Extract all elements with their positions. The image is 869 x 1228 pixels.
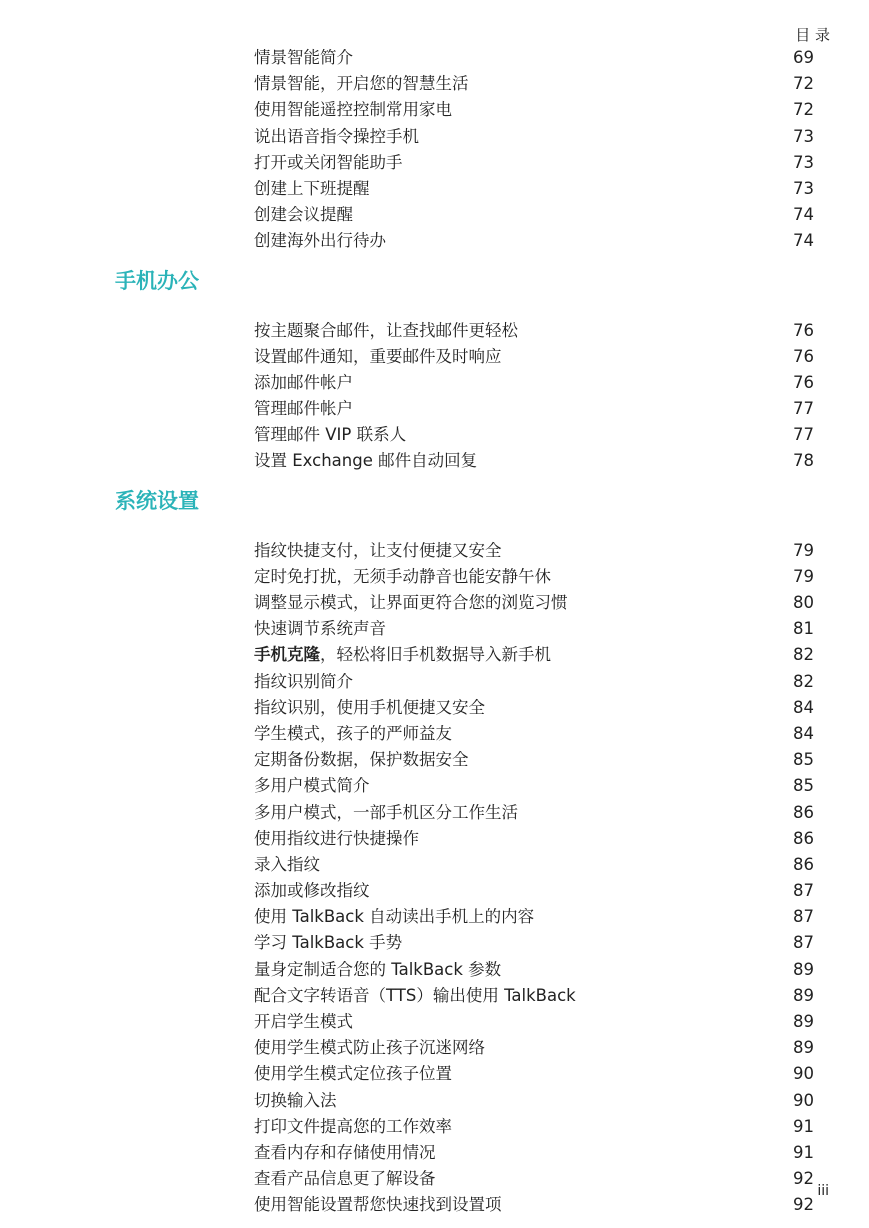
- toc-entry-title: 查看内存和存储使用情况: [254, 1142, 436, 1162]
- toc-entry[interactable]: [0, 228, 869, 254]
- toc-entry-page: 77: [793, 399, 814, 419]
- toc-entry[interactable]: [0, 564, 869, 590]
- toc-entry-page: 76: [793, 320, 814, 340]
- toc-entry-title: 指纹快捷支付，让支付便捷又安全: [254, 540, 502, 560]
- toc-entry[interactable]: [0, 1166, 869, 1192]
- toc-entry[interactable]: [0, 1009, 869, 1035]
- toc-entry[interactable]: [0, 878, 869, 904]
- toc-entry-title: 指纹识别，使用手机便捷又安全: [254, 697, 485, 717]
- toc-entry-title-rest: ，轻松将旧手机数据导入新手机: [320, 645, 551, 665]
- toc-entry-title: 使用学生模式定位孩子位置: [254, 1064, 452, 1084]
- toc-entry[interactable]: [0, 695, 869, 721]
- toc-entry-page: 79: [793, 540, 814, 560]
- toc-entry-title: 指纹识别简介: [254, 671, 353, 691]
- toc-entry[interactable]: [0, 422, 869, 448]
- toc-entry-page: 73: [793, 178, 814, 198]
- toc-entry[interactable]: [0, 124, 869, 150]
- toc-entry-page: 91: [793, 1116, 814, 1136]
- toc-entry-page: 76: [793, 346, 814, 366]
- toc-entry-title: 创建会议提醒: [254, 205, 353, 225]
- toc-entry[interactable]: [0, 826, 869, 852]
- toc-entry-page: 89: [793, 1038, 814, 1058]
- toc-entry-page: 86: [793, 854, 814, 874]
- toc-entry-title: 管理邮件帐户: [254, 399, 353, 419]
- toc-entry-title: 快速调节系统声音: [254, 619, 386, 639]
- toc-entry-page: 74: [793, 231, 814, 251]
- toc-entry-title: 配合文字转语音（TTS）输出使用 TalkBack: [254, 985, 576, 1005]
- toc-entry-title: 添加邮件帐户: [254, 372, 353, 392]
- toc-entry-title-bold: 手机克隆: [254, 645, 320, 665]
- toc-entry-page: 72: [793, 100, 814, 120]
- toc-entry-page: 84: [793, 697, 814, 717]
- toc-entry[interactable]: [0, 983, 869, 1009]
- toc-entry-title: 使用智能设置帮您快速找到设置项: [254, 1195, 502, 1215]
- toc-entry-title: 录入指纹: [254, 854, 320, 874]
- toc-entry-page: 82: [793, 671, 814, 691]
- toc-entry-page: 79: [793, 566, 814, 586]
- toc-entry-page: 87: [793, 881, 814, 901]
- toc-entry-page: 92: [793, 1195, 814, 1215]
- section-heading: 系统设置: [115, 488, 199, 513]
- toc-entry-page: 90: [793, 1064, 814, 1084]
- toc-entry-page: 69: [793, 48, 814, 67]
- toc-entry-title: 使用学生模式防止孩子沉迷网络: [254, 1038, 485, 1058]
- toc-entry-page: 89: [793, 959, 814, 979]
- toc-entry[interactable]: [0, 773, 869, 799]
- section-heading: 手机办公: [115, 268, 199, 293]
- toc-entry[interactable]: [0, 71, 869, 97]
- toc-entry-page: 86: [793, 828, 814, 848]
- toc-entry-title: 创建上下班提醒: [254, 178, 370, 198]
- toc-entry-page: 87: [793, 933, 814, 953]
- toc-entry-title: 添加或修改指纹: [254, 881, 370, 901]
- toc-entry-page: 89: [793, 1012, 814, 1031]
- toc-entry[interactable]: [0, 721, 869, 747]
- toc-entry[interactable]: [0, 448, 869, 474]
- toc-entry-page: 80: [793, 593, 814, 612]
- toc-entry-title: 定时免打扰，无须手动静音也能安静午休: [254, 566, 551, 586]
- toc-entry-page: 78: [793, 451, 814, 471]
- toc-entry-page: 84: [793, 723, 814, 743]
- toc-entry-title: 按主题聚合邮件，让查找邮件更轻松: [254, 320, 518, 340]
- toc-entry-title: 查看产品信息更了解设备: [254, 1169, 436, 1189]
- toc-entry-page: 92: [793, 1169, 814, 1189]
- toc-entry-title: 设置 Exchange 邮件自动回复: [254, 451, 478, 471]
- toc-entry-title: 多用户模式，一部手机区分工作生活: [254, 802, 518, 822]
- toc-entry-title: 学生模式，孩子的严师益友: [254, 723, 452, 743]
- toc-entry-page: 87: [793, 907, 814, 927]
- toc-entry[interactable]: [0, 1088, 869, 1114]
- toc-entry[interactable]: [0, 616, 869, 642]
- toc-entry-title: 创建海外出行待办: [254, 231, 386, 251]
- toc-entry[interactable]: [0, 396, 869, 422]
- toc-entry-title: 打开或关闭智能助手: [254, 152, 403, 172]
- toc-entry[interactable]: [0, 1035, 869, 1061]
- toc-entry-page: 89: [793, 985, 814, 1005]
- toc-entry-page: 82: [793, 645, 814, 665]
- toc-entry-title: 切换输入法: [254, 1090, 337, 1110]
- toc-entry[interactable]: [0, 930, 869, 956]
- toc-header-label: 目 录: [795, 26, 830, 44]
- toc-entry-title: 设置邮件通知，重要邮件及时响应: [254, 346, 502, 366]
- toc-entry[interactable]: [0, 176, 869, 202]
- toc-entry-title: 管理邮件 VIP 联系人: [254, 425, 407, 445]
- toc-entry[interactable]: [0, 590, 869, 616]
- toc-entry[interactable]: [0, 45, 869, 71]
- toc-entry-page: 90: [793, 1090, 814, 1110]
- toc-entry[interactable]: [0, 538, 869, 564]
- toc-entry[interactable]: [0, 318, 869, 344]
- toc-entry[interactable]: [0, 97, 869, 123]
- toc-entry[interactable]: [0, 344, 869, 370]
- toc-entry[interactable]: [0, 957, 869, 983]
- toc-entry-page: 74: [793, 205, 814, 225]
- toc-entry-title: 使用指纹进行快捷操作: [254, 828, 419, 848]
- toc-entry-title: 学习 TalkBack 手势: [254, 933, 403, 953]
- toc-entry[interactable]: [0, 1114, 869, 1140]
- toc-entry-title: 情景智能简介: [254, 48, 353, 67]
- toc-entry[interactable]: [0, 1140, 869, 1166]
- toc-entry[interactable]: [0, 904, 869, 930]
- toc-entry[interactable]: [0, 852, 869, 878]
- table-of-contents: [0, 45, 869, 1219]
- page-number: iii: [817, 1183, 829, 1199]
- toc-entry-title: 定期备份数据，保护数据安全: [254, 750, 469, 770]
- toc-entry-page: 85: [793, 750, 814, 770]
- toc-entry[interactable]: [0, 800, 869, 826]
- toc-entry[interactable]: [0, 150, 869, 176]
- toc-entry-title: 使用智能遥控控制常用家电: [254, 100, 452, 120]
- toc-entry-page: 77: [793, 425, 814, 445]
- toc-entry[interactable]: [0, 642, 869, 668]
- toc-entry-title: [254, 642, 551, 668]
- toc-entry-title: 打印文件提高您的工作效率: [254, 1116, 452, 1136]
- toc-entry-title: 情景智能，开启您的智慧生活: [254, 74, 469, 94]
- toc-entry-page: 73: [793, 126, 814, 146]
- toc-entry-title: 多用户模式简介: [254, 776, 370, 796]
- toc-entry[interactable]: [0, 202, 869, 228]
- toc-entry-title: 使用 TalkBack 自动读出手机上的内容: [254, 907, 535, 927]
- toc-entry-page: 81: [793, 619, 814, 639]
- toc-entry-page: 72: [793, 74, 814, 94]
- toc-entry[interactable]: [0, 669, 869, 695]
- toc-entry-title: 说出语音指令操控手机: [254, 126, 419, 146]
- toc-entry-page: 85: [793, 776, 814, 796]
- toc-entry-title: 开启学生模式: [254, 1012, 353, 1031]
- toc-entry[interactable]: [0, 1192, 869, 1218]
- toc-entry-page: 76: [793, 372, 814, 392]
- toc-entry-page: 91: [793, 1142, 814, 1162]
- toc-entry-page: 86: [793, 802, 814, 822]
- toc-entry[interactable]: [0, 747, 869, 773]
- toc-entry-title: 量身定制适合您的 TalkBack 参数: [254, 959, 502, 979]
- toc-entry[interactable]: [0, 370, 869, 396]
- toc-entry[interactable]: [0, 1061, 869, 1087]
- toc-entry-page: 73: [793, 152, 814, 172]
- toc-entry-title: 调整显示模式，让界面更符合您的浏览习惯: [254, 593, 568, 612]
